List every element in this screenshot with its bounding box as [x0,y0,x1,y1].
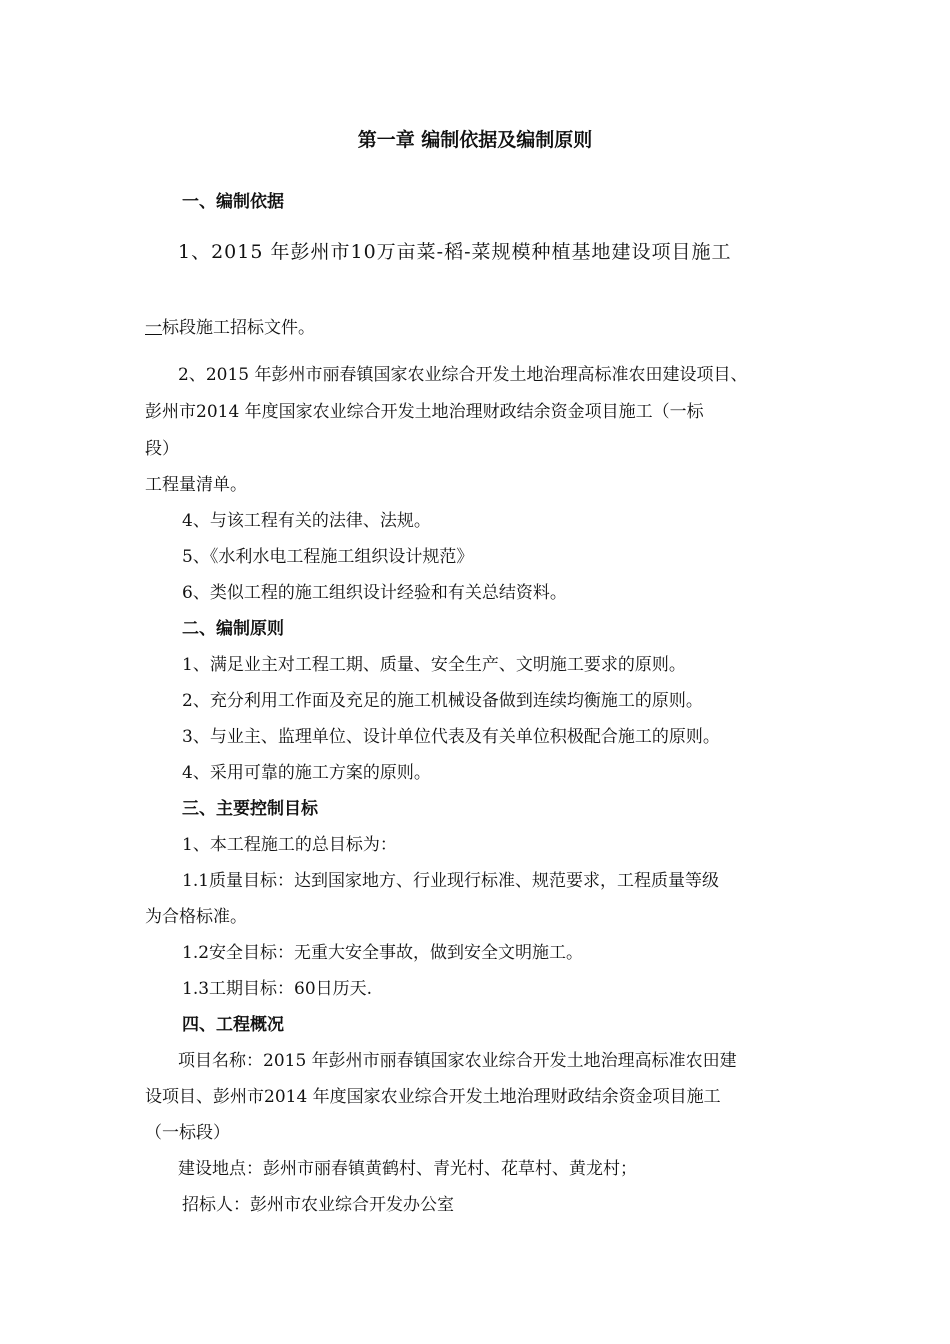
basis-item-2-line-1: 2、2015 年彭州市丽春镇国家农业综合开发土地治理高标准农田建设项目、 [178,365,748,385]
overview-name-line-1: 项目名称：2015 年彭州市丽春镇国家农业综合开发土地治理高标准农田建 [178,1051,737,1071]
overview-name-line-3: （一标段） [145,1123,230,1143]
principle-item-4: 4、采用可靠的施工方案的原则。 [182,763,431,783]
basis-item-1-line-1: 1、2015 年彭州市10万亩菜-稻-菜规模种植基地建设项目施工 [178,241,732,263]
basis-item-2-line-2: 彭州市2014 年度国家农业综合开发土地治理财政结余资金项目施工（一标 [145,402,704,422]
overview-tenderer: 招标人：彭州市农业综合开发办公室 [182,1195,454,1215]
section-heading-goals: 三、主要控制目标 [182,799,318,819]
section-heading-principles: 二、编制原则 [182,619,284,639]
chapter-title: 第一章 编制依据及编制原则 [357,129,593,151]
basis-item-2-line-3: 段） [145,439,179,459]
goal-item-1-1-line-2: 为合格标准。 [145,907,247,927]
overview-name-line-2: 设项目、彭州市2014 年度国家农业综合开发土地治理财政结余资金项目施工 [145,1087,721,1107]
section-heading-basis: 一、编制依据 [182,192,284,212]
basis-item-4: 4、与该工程有关的法律、法规。 [182,511,431,531]
overview-location: 建设地点：彭州市丽春镇黄鹤村、青光村、花草村、黄龙村； [178,1159,637,1179]
basis-item-1-line-2-text: 标段施工招标文件。 [162,318,315,338]
goal-item-1: 1、本工程施工的总目标为： [182,835,397,855]
goal-item-1-3: 1.3工期目标：60日历天. [182,979,373,999]
underlined-char: 一 [145,318,162,338]
principle-item-3: 3、与业主、监理单位、设计单位代表及有关单位积极配合施工的原则。 [182,727,720,747]
basis-item-1-line-2 [145,316,315,340]
basis-item-2-line-4: 工程量清单。 [145,475,247,495]
principle-item-2: 2、充分利用工作面及充足的施工机械设备做到连续均衡施工的原则。 [182,691,703,711]
basis-item-6: 6、类似工程的施工组织设计经验和有关总结资料。 [182,583,567,603]
basis-item-5: 5、《水利水电工程施工组织设计规范》 [182,547,474,567]
goal-item-1-1-line-1: 1.1质量目标：达到国家地方、行业现行标准、规范要求，工程质量等级 [182,871,720,891]
goal-item-1-2: 1.2安全目标：无重大安全事故，做到安全文明施工。 [182,943,584,963]
section-heading-overview: 四、工程概况 [182,1015,284,1035]
principle-item-1: 1、满足业主对工程工期、质量、安全生产、文明施工要求的原则。 [182,655,686,675]
